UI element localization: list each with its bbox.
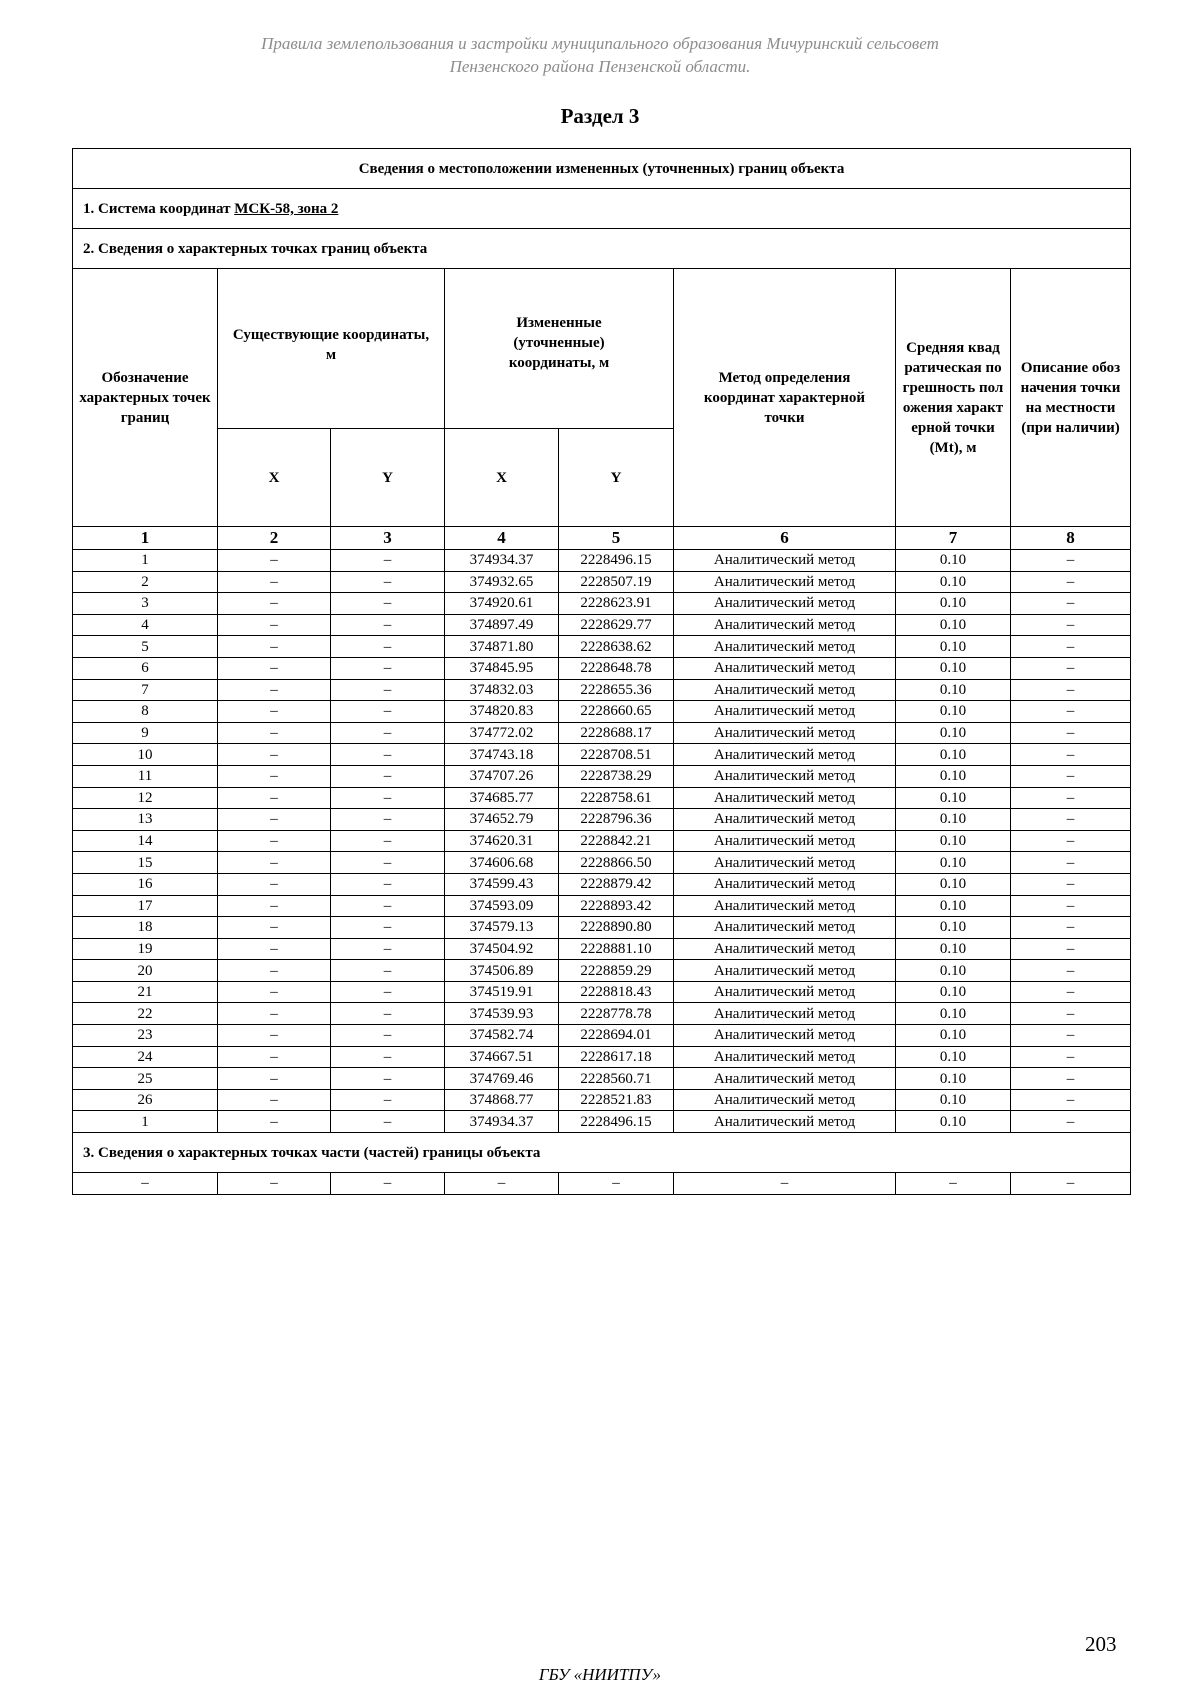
table-row: [73, 1068, 1131, 1090]
table-cell: 2228507.19: [559, 571, 674, 593]
table-cell: 0.10: [896, 895, 1011, 917]
table-cell: –: [331, 1046, 445, 1068]
table-cell: 2228638.62: [559, 636, 674, 658]
table-row: [73, 701, 1131, 723]
table-cell: 2228893.42: [559, 895, 674, 917]
table-cell: 374934.37: [445, 550, 559, 572]
table-row: [73, 852, 1131, 874]
col-header-existing: Существующие координаты, м: [218, 269, 445, 429]
table-cell: Аналитический метод: [674, 1068, 896, 1090]
table-cell: 2228660.65: [559, 701, 674, 723]
table-cell: 0.10: [896, 1025, 1011, 1047]
table-cell: 374504.92: [445, 938, 559, 960]
table-row: [73, 981, 1131, 1003]
table-cell: –: [218, 593, 331, 615]
table-cell: 0.10: [896, 1046, 1011, 1068]
table-cell: 0.10: [896, 679, 1011, 701]
table-row: [73, 809, 1131, 831]
table-cell: 2228694.01: [559, 1025, 674, 1047]
table-cell: 0.10: [896, 1068, 1011, 1090]
table-cell: 0.10: [896, 809, 1011, 831]
table-cell: 374582.74: [445, 1025, 559, 1047]
table-cell: –: [331, 571, 445, 593]
table-cell: Аналитический метод: [674, 1089, 896, 1111]
table-cell: Аналитический метод: [674, 571, 896, 593]
table-cell: Аналитический метод: [674, 981, 896, 1003]
table-cell: 2228496.15: [559, 1111, 674, 1133]
table-cell: Аналитический метод: [674, 679, 896, 701]
table-cell: –: [331, 830, 445, 852]
column-number: 4: [445, 527, 559, 550]
table-row: [73, 657, 1131, 679]
table-cell: –: [1011, 679, 1131, 701]
table-cell: –: [896, 1173, 1011, 1195]
table-cell: –: [331, 873, 445, 895]
table-cell: –: [1011, 830, 1131, 852]
table-cell: 374579.13: [445, 917, 559, 939]
table-row: [73, 614, 1131, 636]
running-header-line-1: Правила землепользования и застройки муниципального образования Мичуринский сельсовет: [261, 34, 939, 53]
table-cell: Аналитический метод: [674, 787, 896, 809]
column-number: 7: [896, 527, 1011, 550]
table-row: [73, 571, 1131, 593]
table-cell: 0.10: [896, 722, 1011, 744]
table-cell: –: [1011, 1089, 1131, 1111]
table-cell: –: [1011, 701, 1131, 723]
table-cell: 9: [73, 722, 218, 744]
table-cell: –: [331, 550, 445, 572]
table-row: [73, 550, 1131, 572]
table-row: [73, 830, 1131, 852]
table-cell: –: [218, 636, 331, 658]
table-cell: –: [1011, 1003, 1131, 1025]
table-cell: –: [218, 765, 331, 787]
table-cell: Аналитический метод: [674, 722, 896, 744]
table-cell: 0.10: [896, 873, 1011, 895]
table-cell: –: [218, 571, 331, 593]
table-cell: 2228866.50: [559, 852, 674, 874]
table-cell: 12: [73, 787, 218, 809]
table-cell: –: [218, 614, 331, 636]
table-cell: 2228623.91: [559, 593, 674, 615]
table-cell: Аналитический метод: [674, 1025, 896, 1047]
table-cell: –: [331, 895, 445, 917]
running-header-line-2: Пензенского района Пензенской области.: [449, 57, 751, 76]
table-cell: 0.10: [896, 981, 1011, 1003]
table-cell: –: [1011, 614, 1131, 636]
table-cell: 0.10: [896, 571, 1011, 593]
table-cell: –: [218, 787, 331, 809]
table-cell: 2228617.18: [559, 1046, 674, 1068]
table-cell: 374769.46: [445, 1068, 559, 1090]
table-cell: 1: [73, 1111, 218, 1133]
table-cell: 23: [73, 1025, 218, 1047]
table-cell: Аналитический метод: [674, 1003, 896, 1025]
table-cell: Аналитический метод: [674, 1111, 896, 1133]
col-header-description: Описание обозначения точки на местности (при наличии): [1011, 269, 1131, 527]
table-cell: 19: [73, 938, 218, 960]
table-row: [73, 938, 1131, 960]
table-cell: –: [331, 809, 445, 831]
table-cell: 374519.91: [445, 981, 559, 1003]
table-cell: 374920.61: [445, 593, 559, 615]
table-cell: –: [1011, 550, 1131, 572]
table-cell: –: [1011, 593, 1131, 615]
table-cell: 374599.43: [445, 873, 559, 895]
table-cell: –: [218, 550, 331, 572]
table-cell: –: [331, 1003, 445, 1025]
table-cell: 374539.93: [445, 1003, 559, 1025]
table-cell: 24: [73, 1046, 218, 1068]
table-cell: –: [331, 960, 445, 982]
column-number: 8: [1011, 527, 1131, 550]
col-header-changed-y: Y: [559, 429, 674, 527]
col-header-method: Метод определения координат характерной точки: [674, 269, 896, 527]
table-cell: 2228778.78: [559, 1003, 674, 1025]
table-cell: –: [218, 1025, 331, 1047]
table-cell: 0.10: [896, 1003, 1011, 1025]
table-cell: Аналитический метод: [674, 701, 896, 723]
table-cell: 25: [73, 1068, 218, 1090]
table-row: [73, 744, 1131, 766]
table-cell: –: [331, 614, 445, 636]
table-row: [73, 1089, 1131, 1111]
table-cell: 17: [73, 895, 218, 917]
table-cell: 374593.09: [445, 895, 559, 917]
col-header-designation: Обозначение характерных точек границ: [73, 269, 218, 527]
table-cell: –: [331, 657, 445, 679]
table-cell: 2228879.42: [559, 873, 674, 895]
table-cell: –: [331, 787, 445, 809]
table-cell: 1: [73, 550, 218, 572]
table-cell: Аналитический метод: [674, 765, 896, 787]
parts-heading: 3. Сведения о характерных точках части (частей) границы объекта: [73, 1133, 1131, 1173]
table-cell: –: [218, 960, 331, 982]
table-cell: 13: [73, 809, 218, 831]
table-cell: –: [1011, 852, 1131, 874]
col-header-existing-y: Y: [331, 429, 445, 527]
column-number: 3: [331, 527, 445, 550]
table-cell: Аналитический метод: [674, 593, 896, 615]
table-cell: 0.10: [896, 938, 1011, 960]
table-cell: –: [331, 1068, 445, 1090]
table-row: [73, 917, 1131, 939]
table-cell: Аналитический метод: [674, 917, 896, 939]
coordinate-system-value: МСК-58, зона 2: [234, 200, 339, 217]
column-numbers-row: [73, 527, 1131, 550]
table-cell: –: [674, 1173, 896, 1195]
table-cell: –: [1011, 1046, 1131, 1068]
table-cell: –: [331, 1173, 445, 1195]
table-cell: 0.10: [896, 550, 1011, 572]
table-cell: –: [218, 873, 331, 895]
table-cell: –: [218, 917, 331, 939]
table-cell: 0.10: [896, 744, 1011, 766]
table-cell: 21: [73, 981, 218, 1003]
table-cell: 0.10: [896, 657, 1011, 679]
table-cell: 2228842.21: [559, 830, 674, 852]
table-cell: –: [1011, 895, 1131, 917]
table-cell: 22: [73, 1003, 218, 1025]
column-number: 5: [559, 527, 674, 550]
table-cell: –: [1011, 722, 1131, 744]
table-cell: Аналитический метод: [674, 1046, 896, 1068]
table-cell: 374707.26: [445, 765, 559, 787]
col-header-changed: Измененные (уточненные) координаты, м: [445, 269, 674, 429]
table-cell: Аналитический метод: [674, 809, 896, 831]
table-cell: –: [218, 657, 331, 679]
table-cell: –: [331, 636, 445, 658]
table-cell: 4: [73, 614, 218, 636]
table-cell: –: [331, 981, 445, 1003]
table-cell: 5: [73, 636, 218, 658]
table-cell: 6: [73, 657, 218, 679]
table-cell: 2228688.17: [559, 722, 674, 744]
table-row: [73, 679, 1131, 701]
table-cell: 0.10: [896, 830, 1011, 852]
table-cell: Аналитический метод: [674, 657, 896, 679]
table-cell: 374832.03: [445, 679, 559, 701]
col-header-error: Средняя квадратическая погрешность положения характерной точки (Mt), м: [896, 269, 1011, 527]
table-cell: –: [331, 765, 445, 787]
table-cell: Аналитический метод: [674, 614, 896, 636]
table-cell: –: [218, 722, 331, 744]
table-cell: –: [1011, 636, 1131, 658]
column-number: 1: [73, 527, 218, 550]
table-row: [73, 765, 1131, 787]
table-cell: –: [1011, 960, 1131, 982]
parts-row: [73, 1173, 1131, 1195]
table-cell: 2228655.36: [559, 679, 674, 701]
table-cell: –: [1011, 571, 1131, 593]
table-row: [73, 1111, 1131, 1133]
table-cell: –: [218, 1111, 331, 1133]
table-cell: 374845.95: [445, 657, 559, 679]
table-row: [73, 636, 1131, 658]
table-cell: 2228629.77: [559, 614, 674, 636]
table-cell: Аналитический метод: [674, 960, 896, 982]
table-cell: –: [331, 593, 445, 615]
points-heading: 2. Сведения о характерных точках границ объекта: [73, 229, 1131, 269]
table-row: [73, 1003, 1131, 1025]
col-header-changed-x: X: [445, 429, 559, 527]
table-cell: Аналитический метод: [674, 873, 896, 895]
table-cell: –: [1011, 1173, 1131, 1195]
boundary-coordinates-table: [72, 148, 1131, 1195]
table-cell: 2228738.29: [559, 765, 674, 787]
table-cell: 374868.77: [445, 1089, 559, 1111]
table-cell: 26: [73, 1089, 218, 1111]
table-cell: –: [331, 722, 445, 744]
table-cell: 374772.02: [445, 722, 559, 744]
table-cell: –: [218, 1003, 331, 1025]
table-cell: –: [218, 852, 331, 874]
table-cell: –: [1011, 809, 1131, 831]
table-cell: 374820.83: [445, 701, 559, 723]
table-cell: –: [1011, 744, 1131, 766]
table-cell: 11: [73, 765, 218, 787]
coordinate-system-row: [73, 189, 1131, 229]
table-cell: 2228881.10: [559, 938, 674, 960]
table-cell: 14: [73, 830, 218, 852]
table-cell: 0.10: [896, 765, 1011, 787]
table-cell: Аналитический метод: [674, 744, 896, 766]
table-cell: Аналитический метод: [674, 938, 896, 960]
table-cell: 374743.18: [445, 744, 559, 766]
table-cell: –: [218, 1089, 331, 1111]
table-cell: 20: [73, 960, 218, 982]
table-cell: 15: [73, 852, 218, 874]
table-cell: 2228708.51: [559, 744, 674, 766]
table-cell: 374506.89: [445, 960, 559, 982]
table-cell: 2228648.78: [559, 657, 674, 679]
footer: ГБУ «НИИТПУ»: [538, 1665, 662, 1684]
table-cell: –: [218, 809, 331, 831]
table-cell: –: [73, 1173, 218, 1195]
table-cell: –: [331, 917, 445, 939]
table-cell: 0.10: [896, 852, 1011, 874]
table-cell: Аналитический метод: [674, 895, 896, 917]
table-cell: –: [218, 1173, 331, 1195]
table-cell: 7: [73, 679, 218, 701]
table-cell: –: [445, 1173, 559, 1195]
table-cell: –: [218, 701, 331, 723]
table-cell: 2228796.36: [559, 809, 674, 831]
table-cell: 2: [73, 571, 218, 593]
table-cell: –: [331, 852, 445, 874]
table-cell: Аналитический метод: [674, 852, 896, 874]
table-cell: –: [218, 1046, 331, 1068]
table-cell: –: [1011, 1025, 1131, 1047]
table-cell: –: [1011, 1068, 1131, 1090]
table-cell: –: [559, 1173, 674, 1195]
table-cell: 16: [73, 873, 218, 895]
table-cell: 2228560.71: [559, 1068, 674, 1090]
table-cell: –: [1011, 765, 1131, 787]
table-cell: 0.10: [896, 636, 1011, 658]
column-number: 6: [674, 527, 896, 550]
table-row: [73, 722, 1131, 744]
table-cell: –: [1011, 657, 1131, 679]
table-row: [73, 960, 1131, 982]
table-row: [73, 873, 1131, 895]
table-cell: –: [218, 1068, 331, 1090]
table-cell: 8: [73, 701, 218, 723]
table-cell: 2228758.61: [559, 787, 674, 809]
table-cell: 0.10: [896, 1111, 1011, 1133]
table-cell: –: [1011, 917, 1131, 939]
table-cell: Аналитический метод: [674, 636, 896, 658]
table-cell: 374897.49: [445, 614, 559, 636]
table-cell: –: [218, 938, 331, 960]
table-cell: 2228521.83: [559, 1089, 674, 1111]
table-cell: Аналитический метод: [674, 550, 896, 572]
table-row: [73, 593, 1131, 615]
table-cell: –: [1011, 787, 1131, 809]
table-cell: 0.10: [896, 614, 1011, 636]
table-row: [73, 787, 1131, 809]
table-cell: –: [1011, 1111, 1131, 1133]
table-row: [73, 895, 1131, 917]
table-cell: 374620.31: [445, 830, 559, 852]
table-cell: 10: [73, 744, 218, 766]
table-cell: –: [331, 1111, 445, 1133]
table-cell: –: [331, 701, 445, 723]
table-cell: 374932.65: [445, 571, 559, 593]
column-number: 2: [218, 527, 331, 550]
table-cell: 2228859.29: [559, 960, 674, 982]
section-title: Раздел 3: [560, 104, 640, 128]
table-row: [73, 1025, 1131, 1047]
table-cell: –: [331, 679, 445, 701]
table-cell: 374685.77: [445, 787, 559, 809]
table-cell: 3: [73, 593, 218, 615]
table-cell: 374934.37: [445, 1111, 559, 1133]
table-cell: 374667.51: [445, 1046, 559, 1068]
table-cell: –: [1011, 981, 1131, 1003]
table-cell: 374871.80: [445, 636, 559, 658]
table-row: [73, 1046, 1131, 1068]
table-cell: –: [218, 744, 331, 766]
table-cell: 0.10: [896, 787, 1011, 809]
table-cell: –: [1011, 873, 1131, 895]
table-cell: –: [218, 830, 331, 852]
table-cell: –: [218, 679, 331, 701]
table-cell: 0.10: [896, 960, 1011, 982]
table-cell: 374652.79: [445, 809, 559, 831]
col-header-existing-x: X: [218, 429, 331, 527]
table-cell: Аналитический метод: [674, 830, 896, 852]
table-cell: –: [331, 1089, 445, 1111]
table-cell: –: [331, 1025, 445, 1047]
table-cell: 0.10: [896, 917, 1011, 939]
table-cell: –: [218, 895, 331, 917]
table-cell: 2228818.43: [559, 981, 674, 1003]
table-cell: 18: [73, 917, 218, 939]
table-cell: –: [331, 744, 445, 766]
table-cell: 0.10: [896, 1089, 1011, 1111]
table-cell: 2228496.15: [559, 550, 674, 572]
table-cell: 2228890.80: [559, 917, 674, 939]
page-number: 203: [1085, 1632, 1117, 1656]
table-cell: –: [1011, 938, 1131, 960]
table-title: Сведения о местоположении измененных (уточненных) границ объекта: [73, 149, 1131, 189]
table-cell: 0.10: [896, 701, 1011, 723]
coordinate-system-label: 1. Система координат: [83, 200, 235, 217]
table-cell: –: [218, 981, 331, 1003]
table-cell: 0.10: [896, 593, 1011, 615]
table-cell: –: [331, 938, 445, 960]
table-cell: 374606.68: [445, 852, 559, 874]
